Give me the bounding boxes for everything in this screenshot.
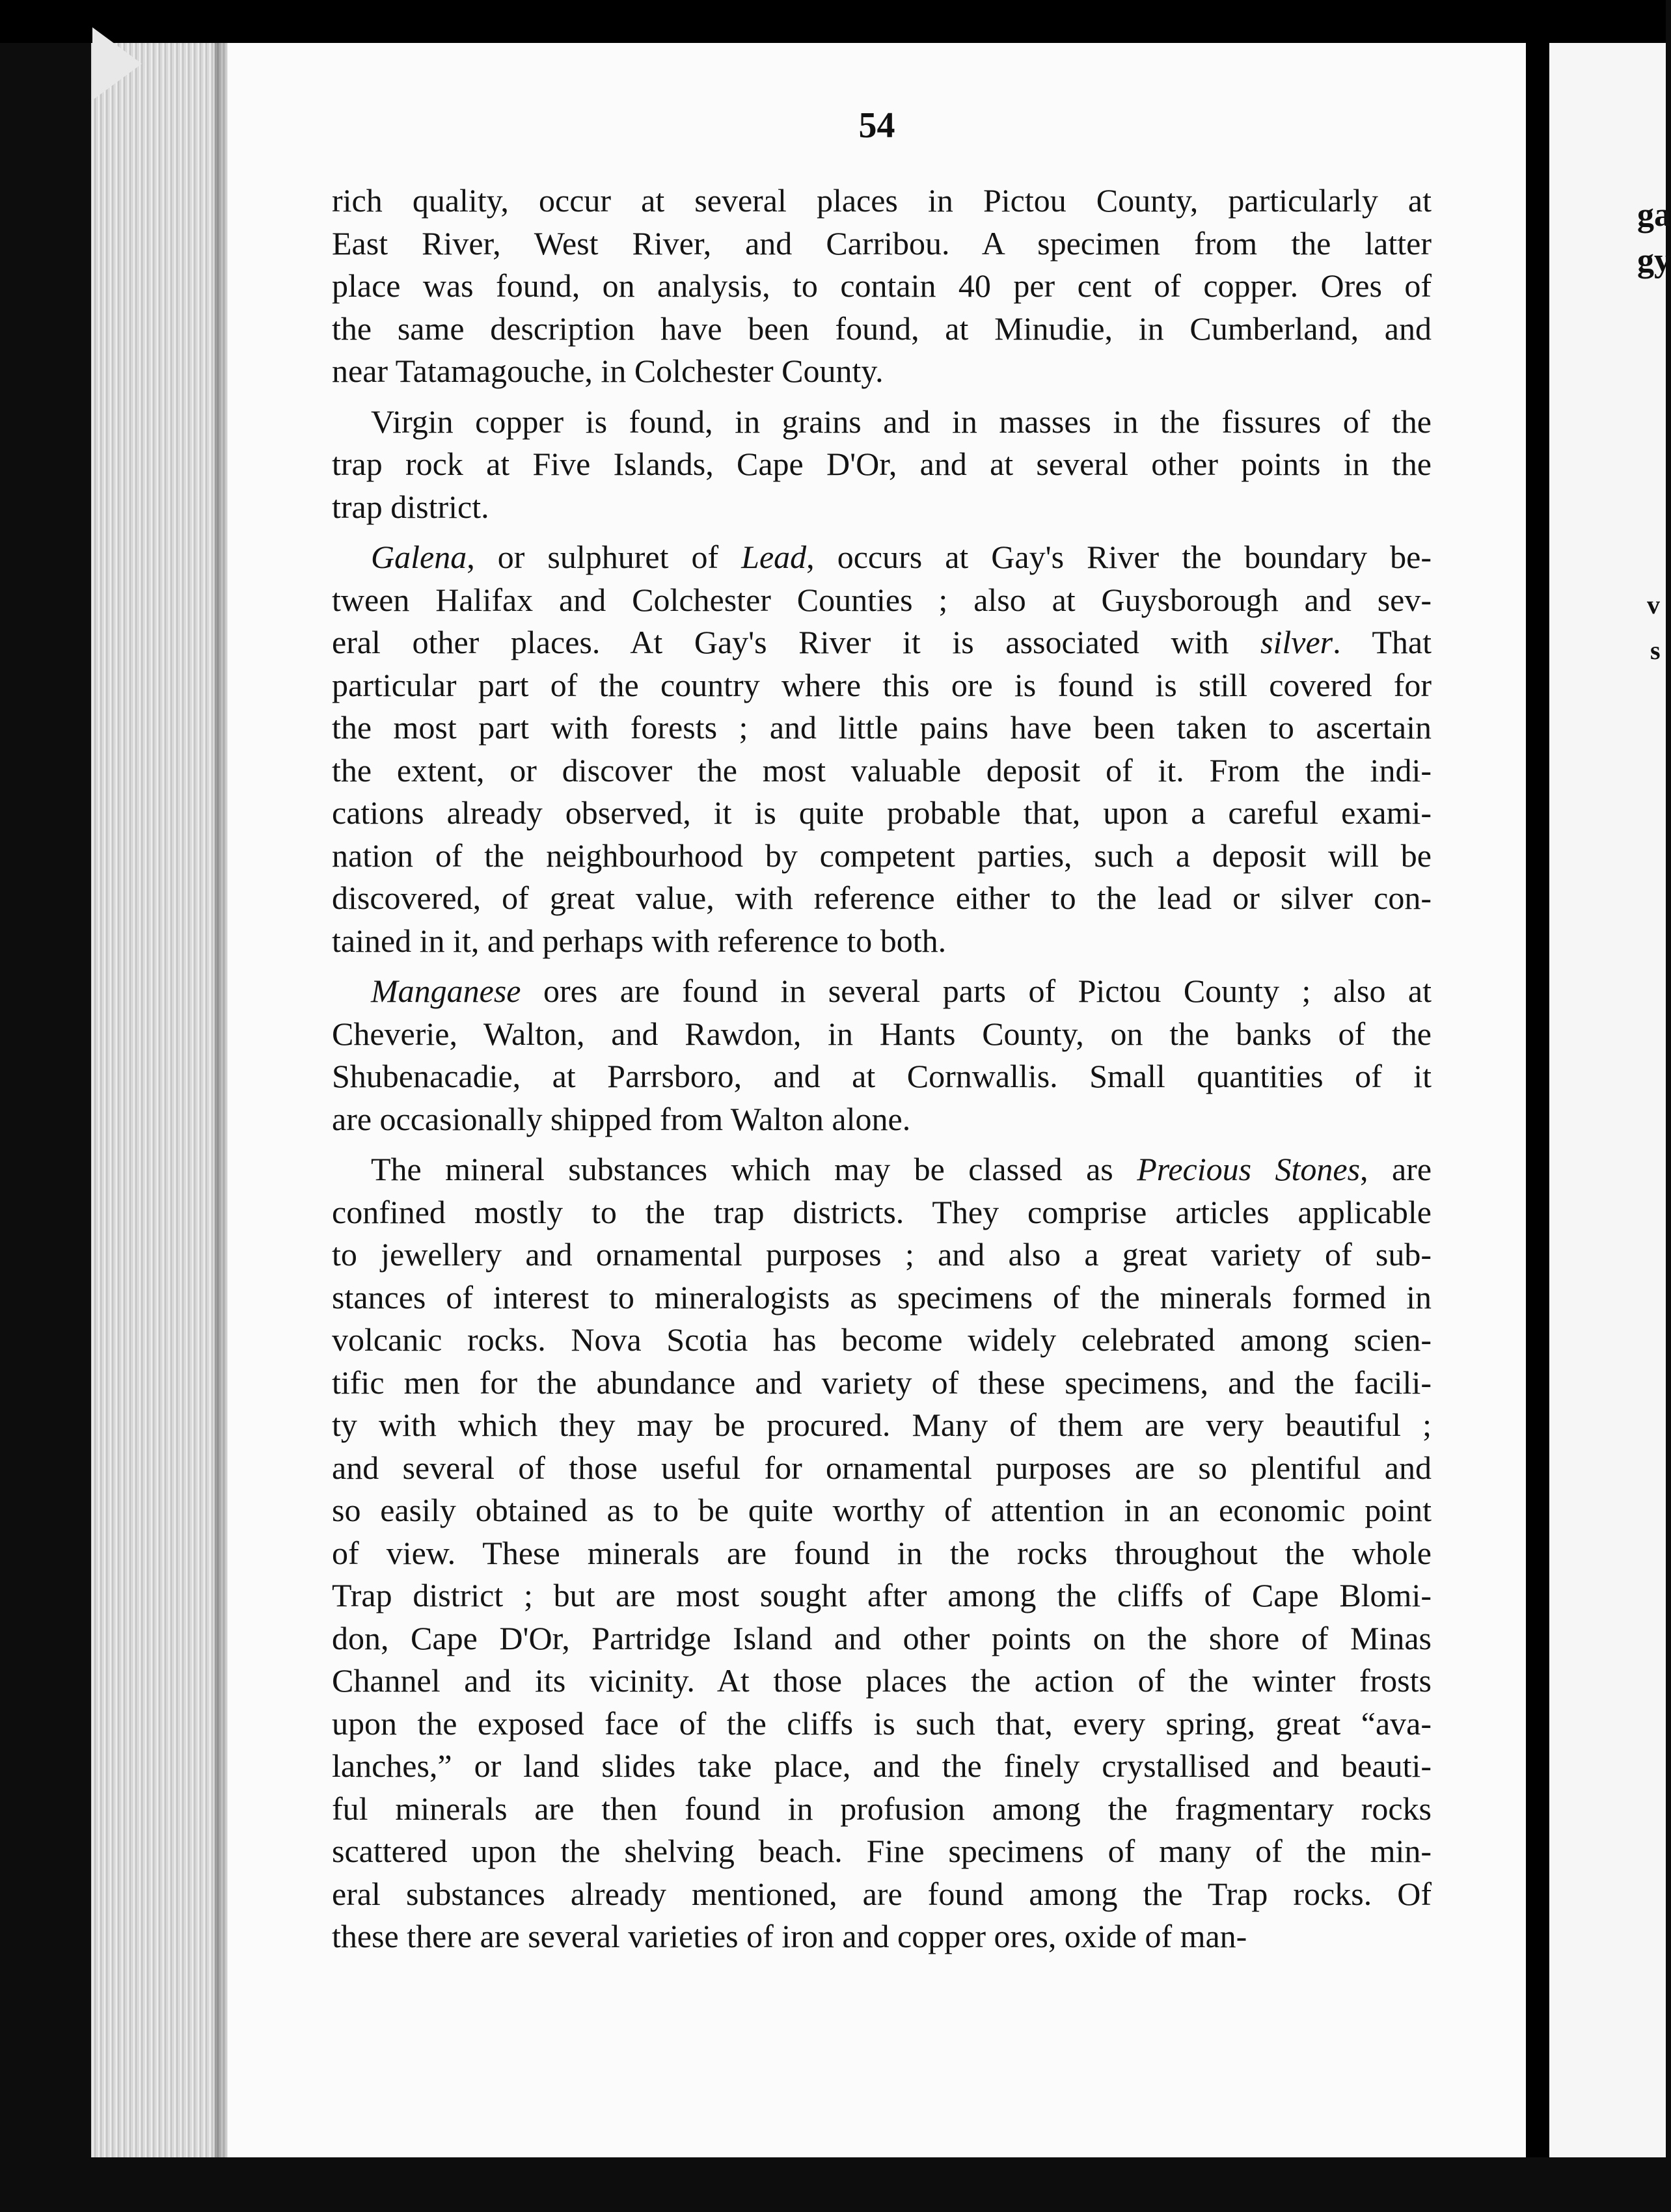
paragraph bbox=[332, 401, 1432, 529]
paragraph bbox=[332, 536, 1432, 962]
text-line: eral other places. At Gay's River it is associated with silver. That bbox=[332, 624, 1432, 660]
text-line: Virgin copper is found, in grains and in masses in the fissures of the bbox=[371, 403, 1432, 440]
page-number: 54 bbox=[858, 105, 895, 146]
text-line: East River, West River, and Carribou. A specimen from the latter bbox=[332, 224, 1432, 262]
book-page bbox=[228, 43, 1526, 2157]
text-line: don, Cape D'Or, Partridge Island and other points on the shore of Minas bbox=[332, 1619, 1432, 1656]
scan-border-top bbox=[0, 0, 1666, 43]
facing-page-margin bbox=[1549, 43, 1671, 2157]
paragraph bbox=[332, 1148, 1432, 1958]
text-line: are occasionally shipped from Walton alone. bbox=[332, 1100, 911, 1137]
text-line: lanches,” or land slides take place, and the finely crystallised and beauti- bbox=[332, 1747, 1432, 1784]
text-line: cations already observed, it is quite probable that, upon a careful exami- bbox=[332, 794, 1432, 831]
text-line: stances of interest to mineralogists as specimens of the minerals formed in bbox=[332, 1278, 1432, 1315]
text-line: rich quality, occur at several places in Pictou County, particularly at bbox=[332, 182, 1432, 219]
text-line: the same description have been found, at Minudie, in Cumberland, and bbox=[332, 310, 1432, 347]
text-line: confined mostly to the trap districts. They comprise articles applicable bbox=[332, 1193, 1432, 1230]
text-line: and several of those useful for ornamental purposes are so plentiful and bbox=[332, 1449, 1432, 1486]
text-line: Galena, or sulphuret of Lead, occurs at Gay's River the boundary be- bbox=[371, 539, 1432, 575]
text-line: The mineral substances which may be classed as Precious Stones, are bbox=[371, 1151, 1432, 1187]
text-line: tained in it, and perhaps with reference to both. bbox=[332, 922, 947, 959]
page-edge-shadow bbox=[215, 43, 229, 2157]
text-line: ful minerals are then found in profusion among the fragmentary rocks bbox=[332, 1790, 1432, 1827]
paragraph bbox=[332, 970, 1432, 1140]
text-line: tween Halifax and Colchester Counties ; also at Guysborough and sev- bbox=[332, 581, 1432, 618]
body-text bbox=[332, 180, 1432, 1958]
text-line: Trap district ; but are most sought after among the cliffs of Cape Blomi- bbox=[332, 1577, 1432, 1613]
book-gutter bbox=[1526, 43, 1549, 2157]
text-line: the extent, or discover the most valuable deposit of it. From the indi- bbox=[332, 751, 1432, 789]
text-line: the most part with forests ; and little pains have been taken to ascertain bbox=[332, 709, 1432, 746]
text-line: Channel and its vicinity. At those places the action of the winter frosts bbox=[332, 1662, 1432, 1699]
text-line: Manganese ores are found in several parts of Pictou County ; also at bbox=[371, 973, 1432, 1009]
text-line: ty with which they may be procured. Many of them are very beautiful ; bbox=[332, 1407, 1432, 1443]
text-line: discovered, of great value, with reference either to the lead or silver con- bbox=[332, 880, 1432, 916]
text-line: Shubenacadie, at Parrsboro, and at Cornwallis. Small quantities of it bbox=[332, 1058, 1432, 1094]
text-line: particular part of the country where this ore is found is still covered for bbox=[332, 666, 1432, 703]
text-line: tific men for the abundance and variety of these specimens, and the facili- bbox=[332, 1364, 1432, 1401]
page-corner-fold bbox=[92, 27, 142, 100]
facing-page-fragment: s bbox=[1650, 636, 1661, 665]
facing-page-fragment: gy bbox=[1637, 242, 1671, 279]
facing-page-fragment: ga bbox=[1637, 196, 1671, 234]
book-page-edges bbox=[91, 43, 228, 2157]
text-line: scattered upon the shelving beach. Fine specimens of many of the min- bbox=[332, 1833, 1432, 1869]
text-line: upon the exposed face of the cliffs is such that, every spring, great “ava- bbox=[332, 1705, 1432, 1742]
text-line: nation of the neighbourhood by competent parties, such a deposit will be bbox=[332, 837, 1432, 874]
facing-page-fragment: v bbox=[1647, 590, 1660, 619]
text-line: so easily obtained as to be quite worthy of attention in an economic point bbox=[332, 1492, 1432, 1528]
text-line: eral substances already mentioned, are found among the Trap rocks. Of bbox=[332, 1875, 1432, 1912]
text-line: Cheverie, Walton, and Rawdon, in Hants County, on the banks of the bbox=[332, 1015, 1432, 1052]
text-line: to jewellery and ornamental purposes ; and also a great variety of sub- bbox=[332, 1236, 1432, 1273]
text-line: these there are several varieties of iron and copper ores, oxide of man- bbox=[332, 1918, 1247, 1954]
text-line: volcanic rocks. Nova Scotia has become widely celebrated among scien- bbox=[332, 1321, 1432, 1358]
text-line: trap rock at Five Islands, Cape D'Or, and at several other points in the bbox=[332, 446, 1432, 482]
text-line: near Tatamagouche, in Colchester County. bbox=[332, 353, 884, 389]
text-line: of view. These minerals are found in the rocks throughout the whole bbox=[332, 1534, 1432, 1571]
paragraph bbox=[332, 180, 1432, 393]
text-line: place was found, on analysis, to contain 40 per cent of copper. Ores of bbox=[332, 267, 1432, 304]
text-line: trap district. bbox=[332, 488, 489, 525]
